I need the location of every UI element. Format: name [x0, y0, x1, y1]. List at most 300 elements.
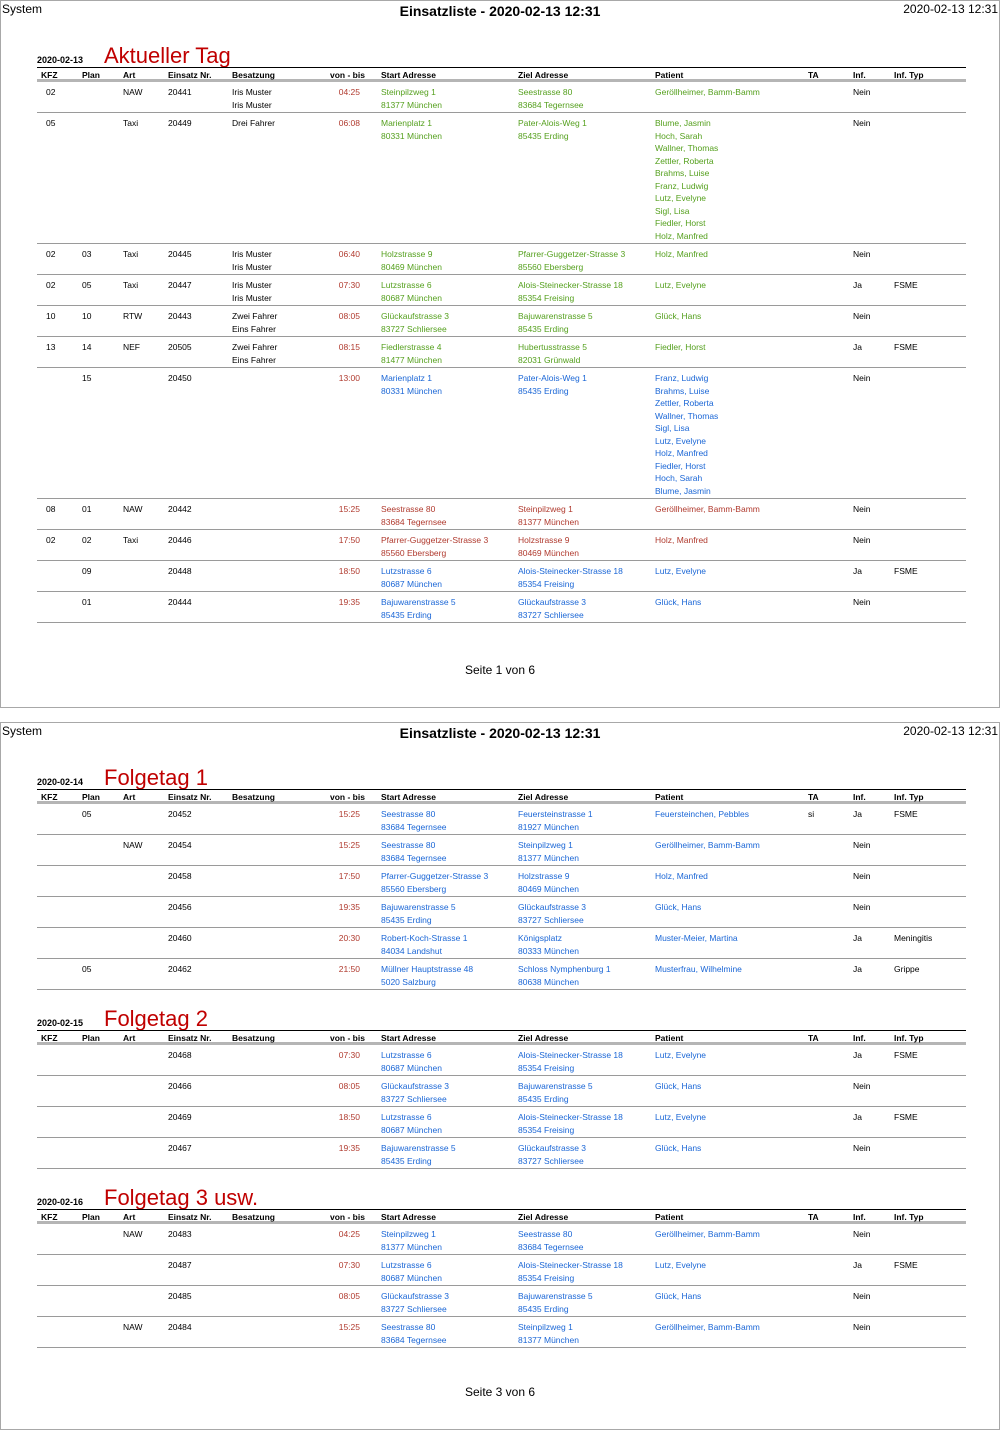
einsatz-nr-cell: 20452	[168, 809, 192, 819]
plan-cell: 03	[82, 249, 92, 259]
plan-cell: 15	[82, 373, 92, 383]
inf-typ-cell: Grippe	[894, 964, 920, 974]
start-address-cell-line: 83684 Tegernsee	[381, 852, 447, 863]
col-kfz-header: KFZ	[41, 1033, 58, 1043]
patient-cell	[655, 534, 708, 547]
patient-cell	[655, 117, 718, 242]
inf-cell: Nein	[853, 1143, 871, 1153]
ziel-address-cell-line: 81377 München	[518, 516, 579, 527]
ziel-address-cell	[518, 279, 623, 304]
patient-cell	[655, 1290, 701, 1303]
section-date: 2020-02-14	[37, 777, 84, 787]
patient-cell	[655, 1049, 706, 1062]
report-page-2	[0, 722, 1000, 1430]
start-address-cell	[381, 1321, 447, 1346]
table-row	[37, 82, 966, 113]
time-cell: 07:30	[338, 1260, 360, 1270]
col-besatzung-header: Besatzung	[232, 792, 275, 802]
start-address-cell-line: Fiedlerstrasse 4	[381, 342, 442, 352]
patient-cell-line: Holz, Manfred	[655, 535, 708, 545]
time-cell: 19:35	[338, 1143, 360, 1153]
patient-cell-line: Glück, Hans	[655, 311, 702, 321]
inf-cell: Ja	[853, 1050, 862, 1060]
start-address-cell	[381, 1080, 449, 1105]
ziel-address-cell-line: 85354 Freising	[518, 1272, 575, 1283]
time-cell: 15:25	[338, 809, 360, 819]
start-address-cell-line: 85435 Erding	[381, 1155, 432, 1166]
plan-cell: 02	[82, 535, 92, 545]
ziel-address-cell	[518, 1321, 579, 1346]
art-cell: NAW	[123, 840, 143, 850]
einsatz-nr-cell: 20444	[168, 597, 192, 607]
kfz-cell: 05	[46, 118, 56, 128]
table-row	[37, 1107, 966, 1138]
start-address-cell-line: Steinpilzweg 1	[381, 1229, 436, 1239]
start-address-cell	[381, 117, 442, 142]
patient-cell-line: Franz, Ludwig	[655, 180, 709, 191]
start-address-cell-line: Bajuwarenstrasse 5	[381, 597, 456, 607]
time-cell: 15:25	[338, 504, 360, 514]
ziel-address-cell-line: 85354 Freising	[518, 292, 575, 303]
col-ziel-adresse-header: Ziel Adresse	[518, 1033, 569, 1043]
patient-cell-line: Brahms, Luise	[655, 168, 710, 178]
besatzung-cell	[232, 341, 277, 366]
ziel-address-cell-line: Alois-Steinecker-Strasse 18	[518, 1050, 623, 1060]
time-cell: 04:25	[338, 87, 360, 97]
patient-cell-line: Wallner, Thomas	[655, 143, 719, 153]
ziel-address-cell-line: 83727 Schliersee	[518, 1155, 584, 1166]
col-einsatz-nr-header: Einsatz Nr.	[168, 792, 212, 802]
patient-cell	[655, 1259, 706, 1272]
col-besatzung-header: Besatzung	[232, 1033, 275, 1043]
col-start-adresse-header: Start Adresse	[381, 70, 436, 80]
time-cell: 06:40	[338, 249, 360, 259]
col-besatzung-header: Besatzung	[232, 70, 275, 80]
table-header	[37, 67, 966, 82]
col-art-header: Art	[123, 792, 136, 802]
section-title	[37, 1187, 966, 1209]
patient-cell	[655, 86, 760, 99]
einsatz-nr-cell: 20449	[168, 118, 192, 128]
time-cell: 17:50	[338, 871, 360, 881]
einsatz-nr-cell: 20450	[168, 373, 192, 383]
patient-cell-line: Geröllheimer, Bamm-Bamm	[655, 1229, 760, 1239]
inf-cell: Ja	[853, 342, 862, 352]
col-ta-header: TA	[808, 70, 819, 80]
ziel-address-cell-line: 83684 Tegernsee	[518, 99, 584, 110]
besatzung-cell-line: Iris Muster	[232, 87, 272, 97]
patient-cell-line: Geröllheimer, Bamm-Bamm	[655, 1322, 760, 1332]
patient-cell	[655, 808, 749, 821]
col-inf-typ-header: Inf. Typ	[894, 70, 924, 80]
table-header	[37, 1030, 966, 1045]
start-address-cell-line: Lutzstrasse 6	[381, 566, 432, 576]
col-ta-header: TA	[808, 1033, 819, 1043]
art-cell: Taxi	[123, 535, 139, 545]
start-address-cell-line: 83727 Schliersee	[381, 1093, 447, 1104]
start-address-cell	[381, 372, 442, 397]
ziel-address-cell	[518, 1142, 586, 1167]
time-cell: 19:35	[338, 902, 360, 912]
patient-cell-line: Blume, Jasmin	[655, 118, 711, 128]
start-address-cell-line: Seestrasse 80	[381, 840, 436, 850]
start-address-cell-line: 80469 München	[381, 261, 442, 272]
ziel-address-cell	[518, 117, 587, 142]
ziel-address-cell-line: Holzstrasse 9	[518, 871, 570, 881]
inf-cell: Nein	[853, 597, 871, 607]
col-art-header: Art	[123, 70, 136, 80]
col-inf-header: Inf.	[853, 792, 866, 802]
section-title	[37, 1008, 966, 1030]
time-cell: 08:05	[338, 1081, 360, 1091]
inf-cell: Nein	[853, 1322, 871, 1332]
einsatz-nr-cell: 20505	[168, 342, 192, 352]
start-address-cell-line: 80687 München	[381, 578, 442, 589]
section-title	[37, 45, 966, 67]
table-row	[37, 244, 966, 275]
ziel-address-cell	[518, 534, 579, 559]
inf-typ-cell: FSME	[894, 1112, 918, 1122]
col-plan-header: Plan	[82, 1212, 100, 1222]
art-cell: NAW	[123, 1229, 143, 1239]
time-cell: 07:30	[338, 280, 360, 290]
art-cell: NAW	[123, 504, 143, 514]
ziel-address-cell-line: Steinpilzweg 1	[518, 1322, 573, 1332]
ziel-address-cell-line: 83684 Tegernsee	[518, 1241, 584, 1252]
start-address-cell-line: 83727 Schliersee	[381, 1303, 447, 1314]
patient-cell	[655, 1111, 706, 1124]
patient-cell	[655, 870, 708, 883]
table-row	[37, 959, 966, 990]
kfz-cell: 10	[46, 311, 56, 321]
ziel-address-cell-line: 82031 Grünwald	[518, 354, 581, 365]
table-header	[37, 789, 966, 804]
time-cell: 18:50	[338, 566, 360, 576]
inf-cell: Ja	[853, 1260, 862, 1270]
kfz-cell: 08	[46, 504, 56, 514]
start-address-cell-line: Seestrasse 80	[381, 1322, 436, 1332]
patient-cell	[655, 1321, 760, 1334]
ziel-address-cell-line: 80469 München	[518, 883, 579, 894]
start-address-cell-line: 85560 Ebersberg	[381, 547, 447, 558]
col-art-header: Art	[123, 1212, 136, 1222]
col-plan-header: Plan	[82, 792, 100, 802]
table-row	[37, 1045, 966, 1076]
patient-cell-line: Brahms, Luise	[655, 385, 710, 396]
ziel-address-cell	[518, 901, 586, 926]
table-row	[37, 561, 966, 592]
table-row	[37, 275, 966, 306]
start-address-cell-line: 81477 München	[381, 354, 442, 365]
ziel-address-cell	[518, 1259, 623, 1284]
ziel-address-cell	[518, 86, 584, 111]
start-address-cell-line: Steinpilzweg 1	[381, 87, 436, 97]
ziel-address-cell-line: Steinpilzweg 1	[518, 504, 573, 514]
start-address-cell	[381, 596, 456, 621]
ziel-address-cell	[518, 310, 593, 335]
besatzung-cell-line: Iris Muster	[232, 292, 272, 303]
col-ta-header: TA	[808, 1212, 819, 1222]
page-separator	[0, 708, 1000, 722]
start-address-cell	[381, 1259, 442, 1284]
einsatz-nr-cell: 20446	[168, 535, 192, 545]
start-address-cell-line: 80331 München	[381, 385, 442, 396]
ziel-address-cell-line: Steinpilzweg 1	[518, 840, 573, 850]
table-row	[37, 592, 966, 623]
ziel-address-cell	[518, 565, 623, 590]
time-cell: 08:05	[338, 311, 360, 321]
col-patient-header: Patient	[655, 70, 684, 80]
table-row	[37, 1286, 966, 1317]
inf-cell: Nein	[853, 1081, 871, 1091]
patient-cell-line: Sigl, Lisa	[655, 423, 690, 433]
patient-cell-line: Fiedler, Horst	[655, 342, 706, 352]
besatzung-cell	[232, 279, 272, 304]
ziel-address-cell-line: Alois-Steinecker-Strasse 18	[518, 280, 623, 290]
section-annotation: Folgetag 1	[104, 765, 208, 790]
ziel-address-cell-line: Holzstrasse 9	[518, 535, 570, 545]
ziel-address-cell-line: Alois-Steinecker-Strasse 18	[518, 1260, 623, 1270]
patient-cell	[655, 372, 718, 497]
ziel-address-cell-line: Hubertusstrasse 5	[518, 342, 587, 352]
patient-cell-line: Feuersteinchen, Pebbles	[655, 809, 750, 819]
patient-cell	[655, 963, 742, 976]
patient-cell	[655, 1080, 701, 1093]
patient-cell-line: Lutz, Evelyne	[655, 193, 707, 203]
inf-typ-cell: FSME	[894, 280, 918, 290]
start-address-cell-line: 80687 München	[381, 1062, 442, 1073]
start-address-cell	[381, 870, 488, 895]
inf-cell: Nein	[853, 311, 871, 321]
start-address-cell	[381, 86, 442, 111]
start-address-cell-line: 81377 München	[381, 99, 442, 110]
start-address-cell-line: 83684 Tegernsee	[381, 1334, 447, 1345]
start-address-cell-line: Lutzstrasse 6	[381, 1112, 432, 1122]
day-section-current	[37, 45, 966, 623]
page-title: Einsatzliste - 2020-02-13 12:31	[399, 3, 601, 19]
report-page-1	[0, 0, 1000, 708]
patient-cell-line: Holz, Manfred	[655, 871, 708, 881]
col-von-bis-header: von - bis	[330, 792, 365, 802]
art-cell: NAW	[123, 87, 143, 97]
patient-cell	[655, 503, 760, 516]
ziel-address-cell-line: Glückaufstrasse 3	[518, 902, 587, 912]
besatzung-cell-line: Eins Fahrer	[232, 354, 276, 365]
inf-cell: Ja	[853, 964, 862, 974]
patient-cell-line: Zettler, Roberta	[655, 155, 714, 166]
inf-typ-cell: FSME	[894, 809, 918, 819]
besatzung-cell-line: Drei Fahrer	[232, 118, 275, 128]
ziel-address-cell-line: 85560 Ebersberg	[518, 261, 584, 272]
ziel-address-cell	[518, 372, 587, 397]
besatzung-cell	[232, 310, 277, 335]
start-address-cell-line: Glückaufstrasse 3	[381, 1081, 450, 1091]
inf-typ-cell: FSME	[894, 566, 918, 576]
ziel-address-cell-line: 85435 Erding	[518, 1303, 569, 1314]
plan-cell: 05	[82, 964, 92, 974]
besatzung-cell-line: Eins Fahrer	[232, 323, 276, 334]
patient-cell-line: Zettler, Roberta	[655, 398, 714, 408]
ziel-address-cell-line: 81927 München	[518, 821, 579, 832]
start-address-cell-line: 83684 Tegernsee	[381, 516, 447, 527]
start-address-cell	[381, 341, 442, 366]
besatzung-cell	[232, 248, 272, 273]
ziel-address-cell	[518, 1080, 593, 1105]
patient-cell	[655, 279, 706, 292]
start-address-cell	[381, 534, 488, 559]
col-ziel-adresse-header: Ziel Adresse	[518, 70, 569, 80]
table-row	[37, 306, 966, 337]
ziel-address-cell-line: Bajuwarenstrasse 5	[518, 311, 593, 321]
patient-cell-line: Lutz, Evelyne	[655, 566, 707, 576]
patient-cell-line: Hoch, Sarah	[655, 130, 703, 141]
table-row	[37, 866, 966, 897]
start-address-cell	[381, 1142, 456, 1167]
inf-cell: Ja	[853, 1112, 862, 1122]
start-address-cell	[381, 310, 449, 335]
section-date: 2020-02-13	[37, 55, 84, 65]
inf-typ-cell: FSME	[894, 1260, 918, 1270]
start-address-cell-line: Müllner Hauptstrasse 48	[381, 964, 474, 974]
inf-cell: Nein	[853, 871, 871, 881]
section-annotation: Folgetag 3 usw.	[104, 1185, 259, 1210]
patient-cell-line: Holz, Manfred	[655, 230, 708, 241]
inf-cell: Nein	[853, 535, 871, 545]
ziel-address-cell-line: Pater-Alois-Weg 1	[518, 118, 587, 128]
patient-cell-line: Franz, Ludwig	[655, 373, 709, 383]
table-row	[37, 530, 966, 561]
start-address-cell	[381, 963, 473, 988]
ziel-address-cell-line: Seestrasse 80	[518, 1229, 573, 1239]
besatzung-cell-line: Zwei Fahrer	[232, 311, 278, 321]
ziel-address-cell	[518, 1228, 584, 1253]
start-address-cell	[381, 1111, 442, 1136]
besatzung-cell-line: Iris Muster	[232, 99, 272, 110]
section-annotation: Aktueller Tag	[104, 43, 231, 68]
inf-cell: Ja	[853, 280, 862, 290]
start-address-cell-line: Pfarrer-Guggetzer-Strasse 3	[381, 535, 489, 545]
time-cell: 13:00	[338, 373, 360, 383]
patient-cell	[655, 901, 701, 914]
einsatz-nr-cell: 20469	[168, 1112, 192, 1122]
col-von-bis-header: von - bis	[330, 70, 365, 80]
ziel-address-cell-line: 85354 Freising	[518, 578, 575, 589]
start-address-cell-line: 80687 München	[381, 1124, 442, 1135]
col-kfz-header: KFZ	[41, 792, 58, 802]
patient-cell-line: Geröllheimer, Bamm-Bamm	[655, 87, 760, 97]
patient-cell-line: Fiedler, Horst	[655, 460, 706, 471]
patient-cell	[655, 839, 760, 852]
patient-cell	[655, 248, 708, 261]
ziel-address-cell	[518, 1111, 623, 1136]
ziel-address-cell	[518, 839, 579, 864]
ziel-address-cell	[518, 341, 587, 366]
time-cell: 08:15	[338, 342, 360, 352]
table-row	[37, 897, 966, 928]
plan-cell: 01	[82, 504, 92, 514]
patient-cell-line: Muster-Meier, Martina	[655, 933, 738, 943]
header-timestamp: 2020-02-13 12:31	[903, 724, 998, 738]
ziel-address-cell-line: Glückaufstrasse 3	[518, 1143, 587, 1153]
inf-cell: Nein	[853, 1291, 871, 1301]
col-ta-header: TA	[808, 792, 819, 802]
besatzung-cell	[232, 86, 272, 111]
patient-cell-line: Holz, Manfred	[655, 249, 708, 259]
start-address-cell-line: Bajuwarenstrasse 5	[381, 1143, 456, 1153]
time-cell: 21:50	[338, 964, 360, 974]
patient-cell-line: Geröllheimer, Bamm-Bamm	[655, 504, 760, 514]
table-row	[37, 1076, 966, 1107]
inf-cell: Nein	[853, 902, 871, 912]
col-einsatz-nr-header: Einsatz Nr.	[168, 1212, 212, 1222]
ziel-address-cell-line: 85435 Erding	[518, 385, 569, 396]
start-address-cell-line: 81377 München	[381, 1241, 442, 1252]
table-header	[37, 1209, 966, 1224]
table-row	[37, 1255, 966, 1286]
ziel-address-cell-line: 85435 Erding	[518, 323, 569, 334]
einsatz-nr-cell: 20442	[168, 504, 192, 514]
col-patient-header: Patient	[655, 1212, 684, 1222]
col-start-adresse-header: Start Adresse	[381, 792, 436, 802]
ziel-address-cell-line: Bajuwarenstrasse 5	[518, 1081, 593, 1091]
ziel-address-cell	[518, 932, 579, 957]
ziel-address-cell-line: 80333 München	[518, 945, 579, 956]
start-address-cell-line: 83684 Tegernsee	[381, 821, 447, 832]
inf-typ-cell: FSME	[894, 342, 918, 352]
page-header	[1, 723, 999, 747]
kfz-cell: 02	[46, 280, 56, 290]
start-address-cell	[381, 248, 442, 273]
system-label: System	[2, 2, 43, 16]
start-address-cell-line: 84034 Landshut	[381, 945, 442, 956]
ziel-address-cell-line: 81377 München	[518, 852, 579, 863]
patient-cell-line: Glück, Hans	[655, 597, 702, 607]
inf-typ-cell: Meningitis	[894, 933, 933, 943]
inf-cell: Nein	[853, 87, 871, 97]
patient-cell	[655, 341, 706, 354]
start-address-cell-line: Bajuwarenstrasse 5	[381, 902, 456, 912]
einsatz-nr-cell: 20487	[168, 1260, 192, 1270]
start-address-cell-line: Holzstrasse 9	[381, 249, 433, 259]
patient-cell	[655, 596, 701, 609]
einsatz-nr-cell: 20443	[168, 311, 192, 321]
ziel-address-cell-line: 85354 Freising	[518, 1062, 575, 1073]
einsatz-nr-cell: 20445	[168, 249, 192, 259]
start-address-cell-line: Pfarrer-Guggetzer-Strasse 3	[381, 871, 489, 881]
ziel-address-cell-line: 85435 Erding	[518, 1093, 569, 1104]
patient-cell-line: Musterfrau, Wilhelmine	[655, 964, 742, 974]
col-von-bis-header: von - bis	[330, 1212, 365, 1222]
einsatz-nr-cell: 20456	[168, 902, 192, 912]
einsatz-nr-cell: 20484	[168, 1322, 192, 1332]
table-row	[37, 113, 966, 244]
inf-cell: Nein	[853, 373, 871, 383]
system-label: System	[2, 724, 43, 738]
page-footer: Seite 1 von 6	[464, 663, 536, 677]
plan-cell: 10	[82, 311, 92, 321]
start-address-cell	[381, 839, 447, 864]
ziel-address-cell-line: 83727 Schliersee	[518, 914, 584, 925]
besatzung-cell-line: Iris Muster	[232, 261, 272, 272]
table-row	[37, 1138, 966, 1169]
section-title	[37, 767, 966, 789]
ziel-address-cell-line: Pfarrer-Guggetzer-Strasse 3	[518, 249, 626, 259]
einsatz-nr-cell: 20462	[168, 964, 192, 974]
start-address-cell	[381, 901, 456, 926]
start-address-cell-line: Robert-Koch-Strasse 1	[381, 933, 468, 943]
start-address-cell-line: Glückaufstrasse 3	[381, 1291, 450, 1301]
time-cell: 06:08	[338, 118, 360, 128]
